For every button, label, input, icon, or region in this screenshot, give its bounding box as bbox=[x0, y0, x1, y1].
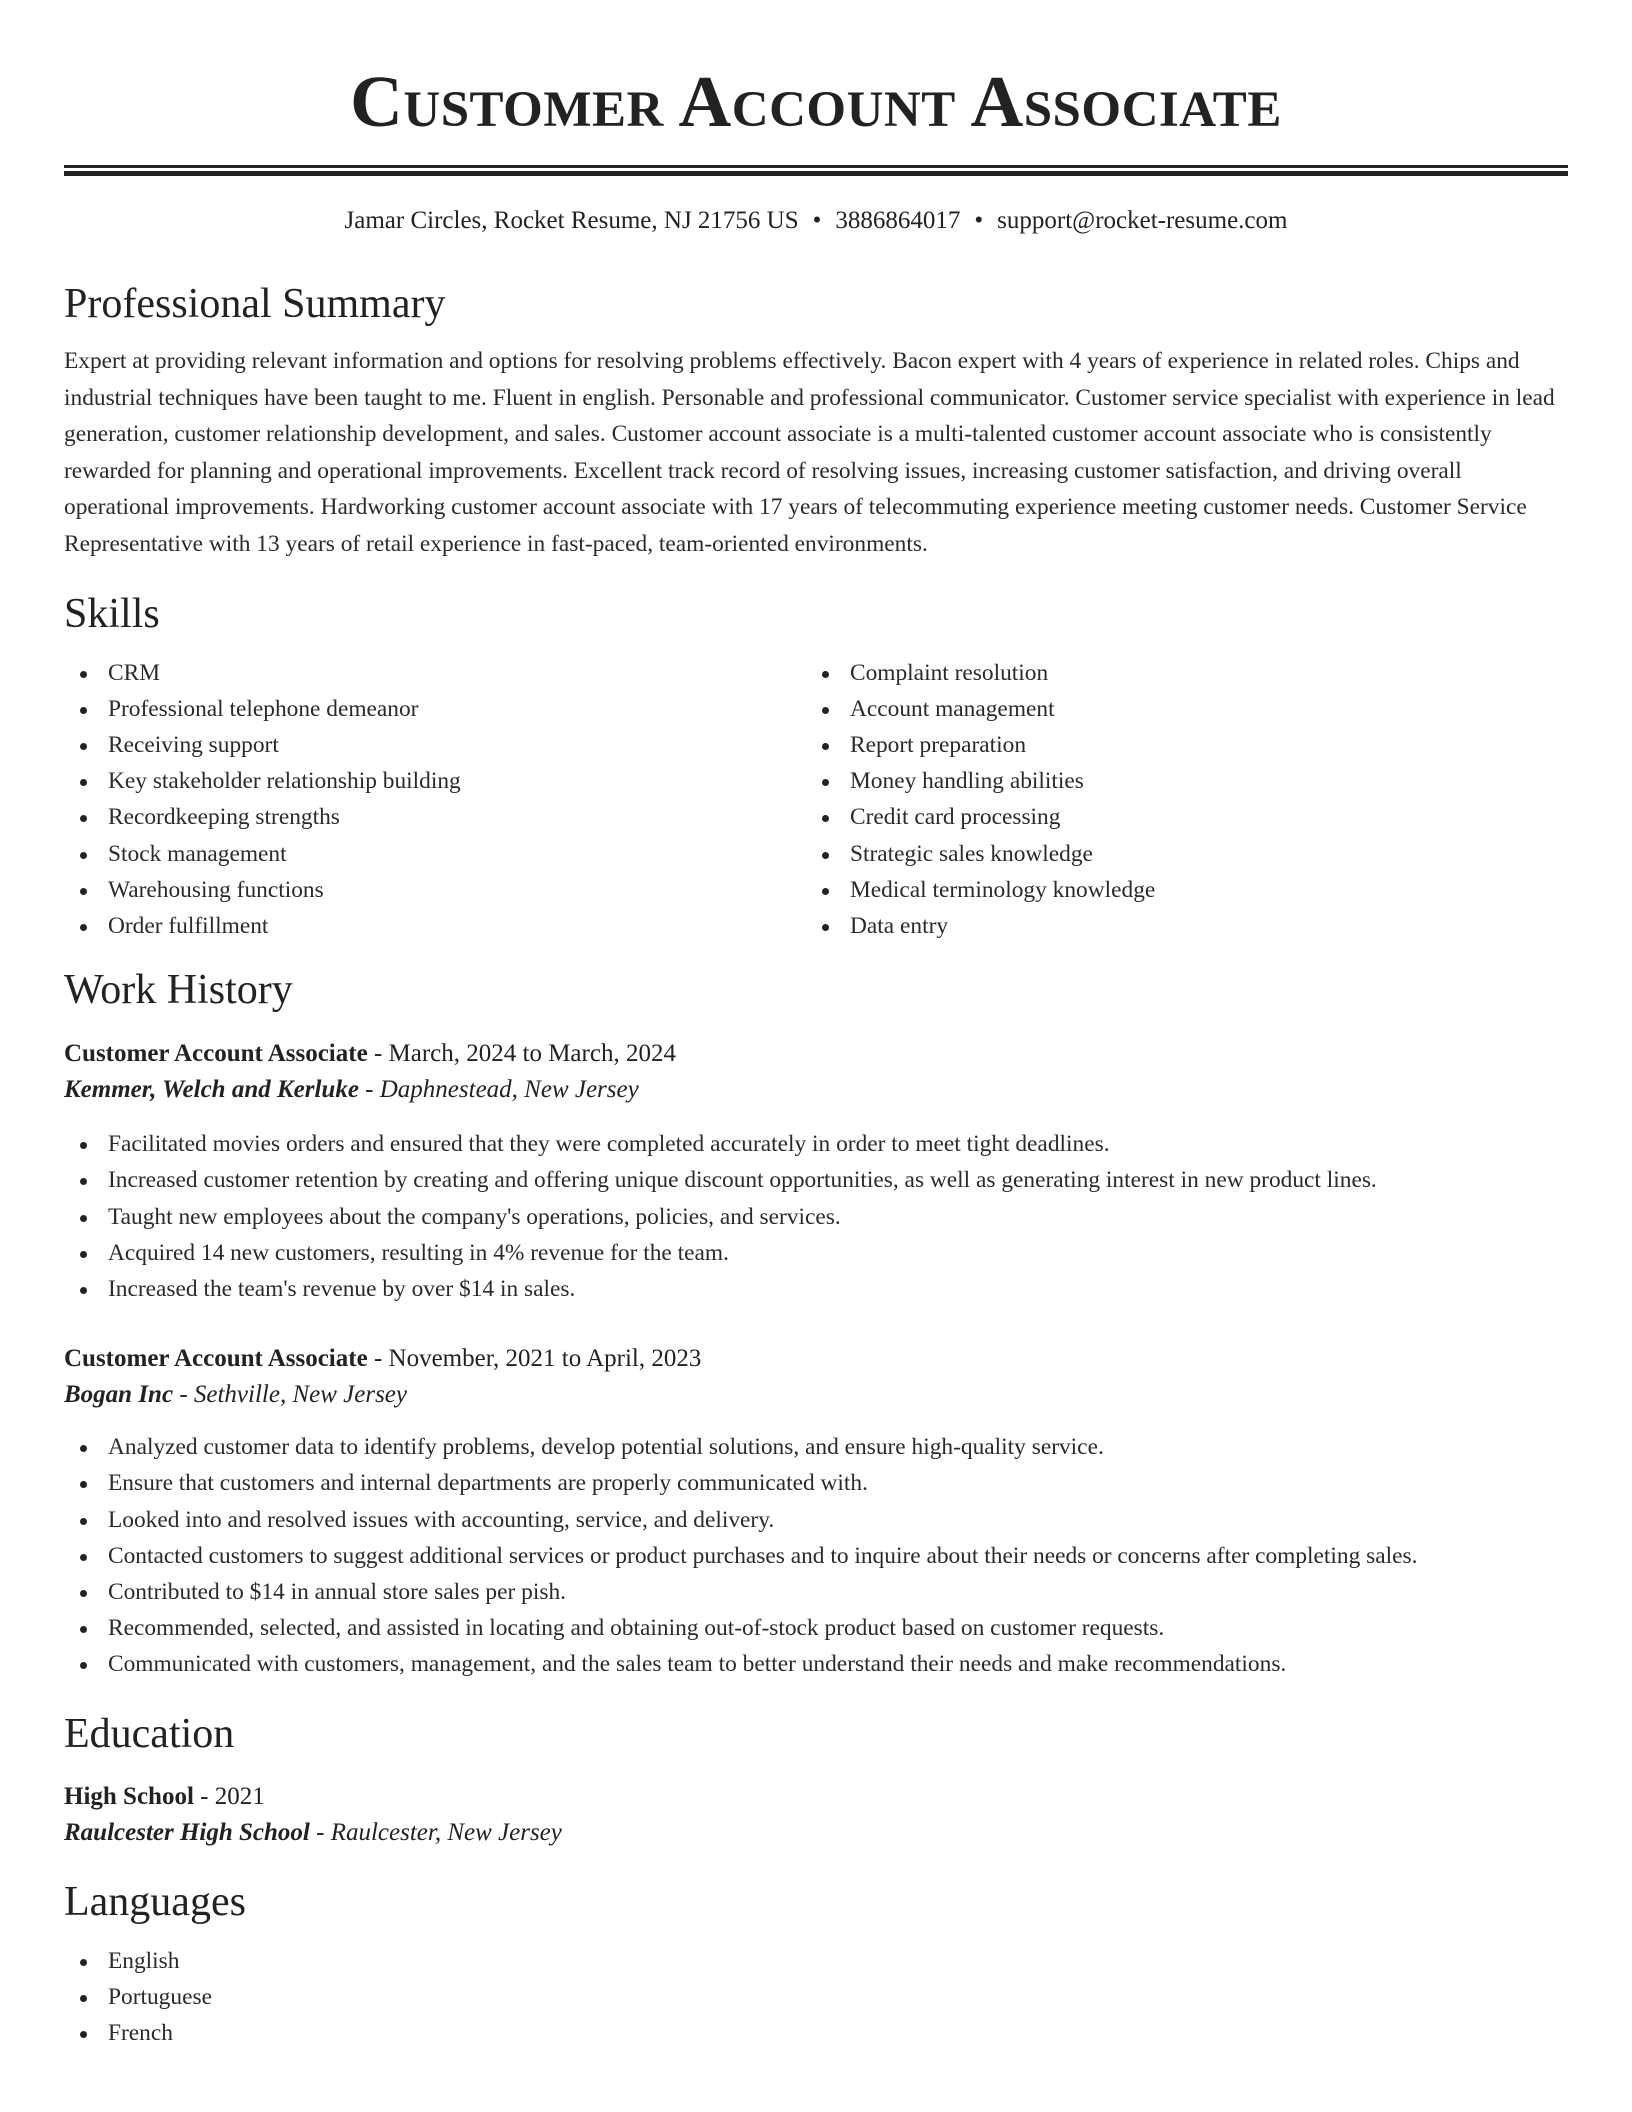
skill-item: Key stakeholder relationship building bbox=[64, 763, 806, 799]
job-bullet: Contributed to $14 in annual store sales per pish. bbox=[64, 1574, 1568, 1610]
skill-item: Strategic sales knowledge bbox=[806, 836, 1548, 872]
education-year: - 2021 bbox=[193, 1782, 265, 1810]
job-bullet: Facilitated movies orders and ensured that they were completed accurately in order to meet tight deadlines. bbox=[64, 1126, 1568, 1162]
job-bullet: Communicated with customers, management, and the sales team to better understand their needs and make recommendations. bbox=[64, 1646, 1568, 1682]
education-school: Raulcester High School bbox=[64, 1818, 310, 1846]
work-history-heading: Work History bbox=[64, 967, 293, 1014]
languages-list bbox=[64, 1943, 1568, 2052]
job-bullet: Analyzed customer data to identify problems, develop potential solutions, and ensure high-quality service. bbox=[64, 1429, 1568, 1465]
language-item: French bbox=[64, 2015, 1568, 2051]
skill-item: Receiving support bbox=[64, 727, 806, 763]
skill-item: Money handling abilities bbox=[806, 763, 1548, 799]
skill-item: Recordkeeping strengths bbox=[64, 799, 806, 835]
skill-item: Report preparation bbox=[806, 727, 1548, 763]
language-item: Portuguese bbox=[64, 1979, 1568, 2015]
skills-grid bbox=[64, 655, 1568, 945]
contact-line bbox=[64, 205, 1568, 237]
contact-email: support@rocket-resume.com bbox=[997, 207, 1288, 234]
job-bullets bbox=[64, 1429, 1568, 1682]
job-bullet: Acquired 14 new customers, resulting in 4% revenue for the team. bbox=[64, 1235, 1568, 1271]
job-bullet: Taught new employees about the company's operations, policies, and services. bbox=[64, 1199, 1568, 1235]
skill-item: Data entry bbox=[806, 908, 1548, 944]
skill-item: Warehousing functions bbox=[64, 872, 806, 908]
resume-title: Customer Account Associate bbox=[350, 61, 1282, 142]
contact-phone: 3886864017 bbox=[835, 207, 961, 234]
job-entry bbox=[64, 1036, 1568, 1307]
education-entry bbox=[64, 1779, 1568, 1851]
job-bullets bbox=[64, 1126, 1568, 1307]
skill-item: Order fulfillment bbox=[64, 908, 806, 944]
job-bullet: Recommended, selected, and assisted in locating and obtaining out-of-stock product based on customer requests. bbox=[64, 1610, 1568, 1646]
job-bullet: Increased the team's revenue by over $14 in sales. bbox=[64, 1271, 1568, 1307]
job-bullet: Increased customer retention by creating and offering unique discount opportunities, as well as generating interest in new product lines. bbox=[64, 1162, 1568, 1198]
job-title-line bbox=[64, 1341, 1568, 1377]
title-divider bbox=[64, 165, 1568, 176]
skills-heading: Skills bbox=[64, 590, 160, 637]
education-degree: High School bbox=[64, 1782, 194, 1810]
job-location: - Daphnestead, New Jersey bbox=[358, 1076, 639, 1104]
summary-heading: Professional Summary bbox=[64, 281, 446, 327]
job-bullet: Ensure that customers and internal departments are properly communicated with. bbox=[64, 1465, 1568, 1501]
contact-separator: • bbox=[974, 207, 984, 234]
job-entry bbox=[64, 1341, 1568, 1682]
job-company-line bbox=[64, 1377, 1568, 1413]
job-company: Kemmer, Welch and Kerluke bbox=[64, 1076, 359, 1104]
skills-list-left bbox=[64, 655, 806, 945]
contact-separator: • bbox=[812, 207, 822, 234]
job-dates: - November, 2021 to April, 2023 bbox=[367, 1345, 702, 1373]
job-title: Customer Account Associate bbox=[64, 1040, 368, 1068]
job-company-line bbox=[64, 1072, 1568, 1108]
skill-item: Complaint resolution bbox=[806, 655, 1548, 691]
skill-item: Account management bbox=[806, 691, 1548, 727]
skills-list-right bbox=[806, 655, 1548, 945]
skill-item: Medical terminology knowledge bbox=[806, 872, 1548, 908]
job-title: Customer Account Associate bbox=[64, 1345, 368, 1373]
summary-text: Expert at providing relevant information and options for resolving problems effectively. Bacon expert with 4 years of experience in related roles. Chips and industrial techniques have been taught to me. Fluent in english. Personable and professional communicator. Customer service specialist with experience in lead generation, customer relationship development, and sales. Customer account associate is a multi-talented customer account associate who is consistently rewarded for planning and operational improvements. Excellent track record of resolving issues, increasing customer satisfaction, and driving overall operational improvements. Hardworking customer account associate with 17 years of telecommuting experience meeting customer needs. Customer Service Representative with 13 years of retail experience in fast-paced, team-oriented environments. bbox=[64, 348, 1555, 557]
job-title-line bbox=[64, 1036, 1568, 1072]
job-bullet: Contacted customers to suggest additional services or product purchases and to inquire about their needs or concerns after completing sales. bbox=[64, 1538, 1568, 1574]
education-school-line bbox=[64, 1815, 1568, 1851]
skill-item: Professional telephone demeanor bbox=[64, 691, 806, 727]
education-degree-line bbox=[64, 1779, 1568, 1815]
language-item: English bbox=[64, 1943, 1568, 1979]
education-location: - Raulcester, New Jersey bbox=[309, 1818, 562, 1846]
job-dates: - March, 2024 to March, 2024 bbox=[367, 1040, 676, 1068]
education-heading: Education bbox=[64, 1710, 235, 1757]
contact-address: Jamar Circles, Rocket Resume, NJ 21756 US bbox=[344, 207, 799, 234]
skill-item: CRM bbox=[64, 655, 806, 691]
languages-heading: Languages bbox=[64, 1878, 246, 1925]
skill-item: Credit card processing bbox=[806, 799, 1548, 835]
job-bullet: Looked into and resolved issues with accounting, service, and delivery. bbox=[64, 1502, 1568, 1538]
job-company: Bogan Inc bbox=[64, 1381, 174, 1409]
skill-item: Stock management bbox=[64, 836, 806, 872]
job-location: - Sethville, New Jersey bbox=[173, 1381, 407, 1409]
